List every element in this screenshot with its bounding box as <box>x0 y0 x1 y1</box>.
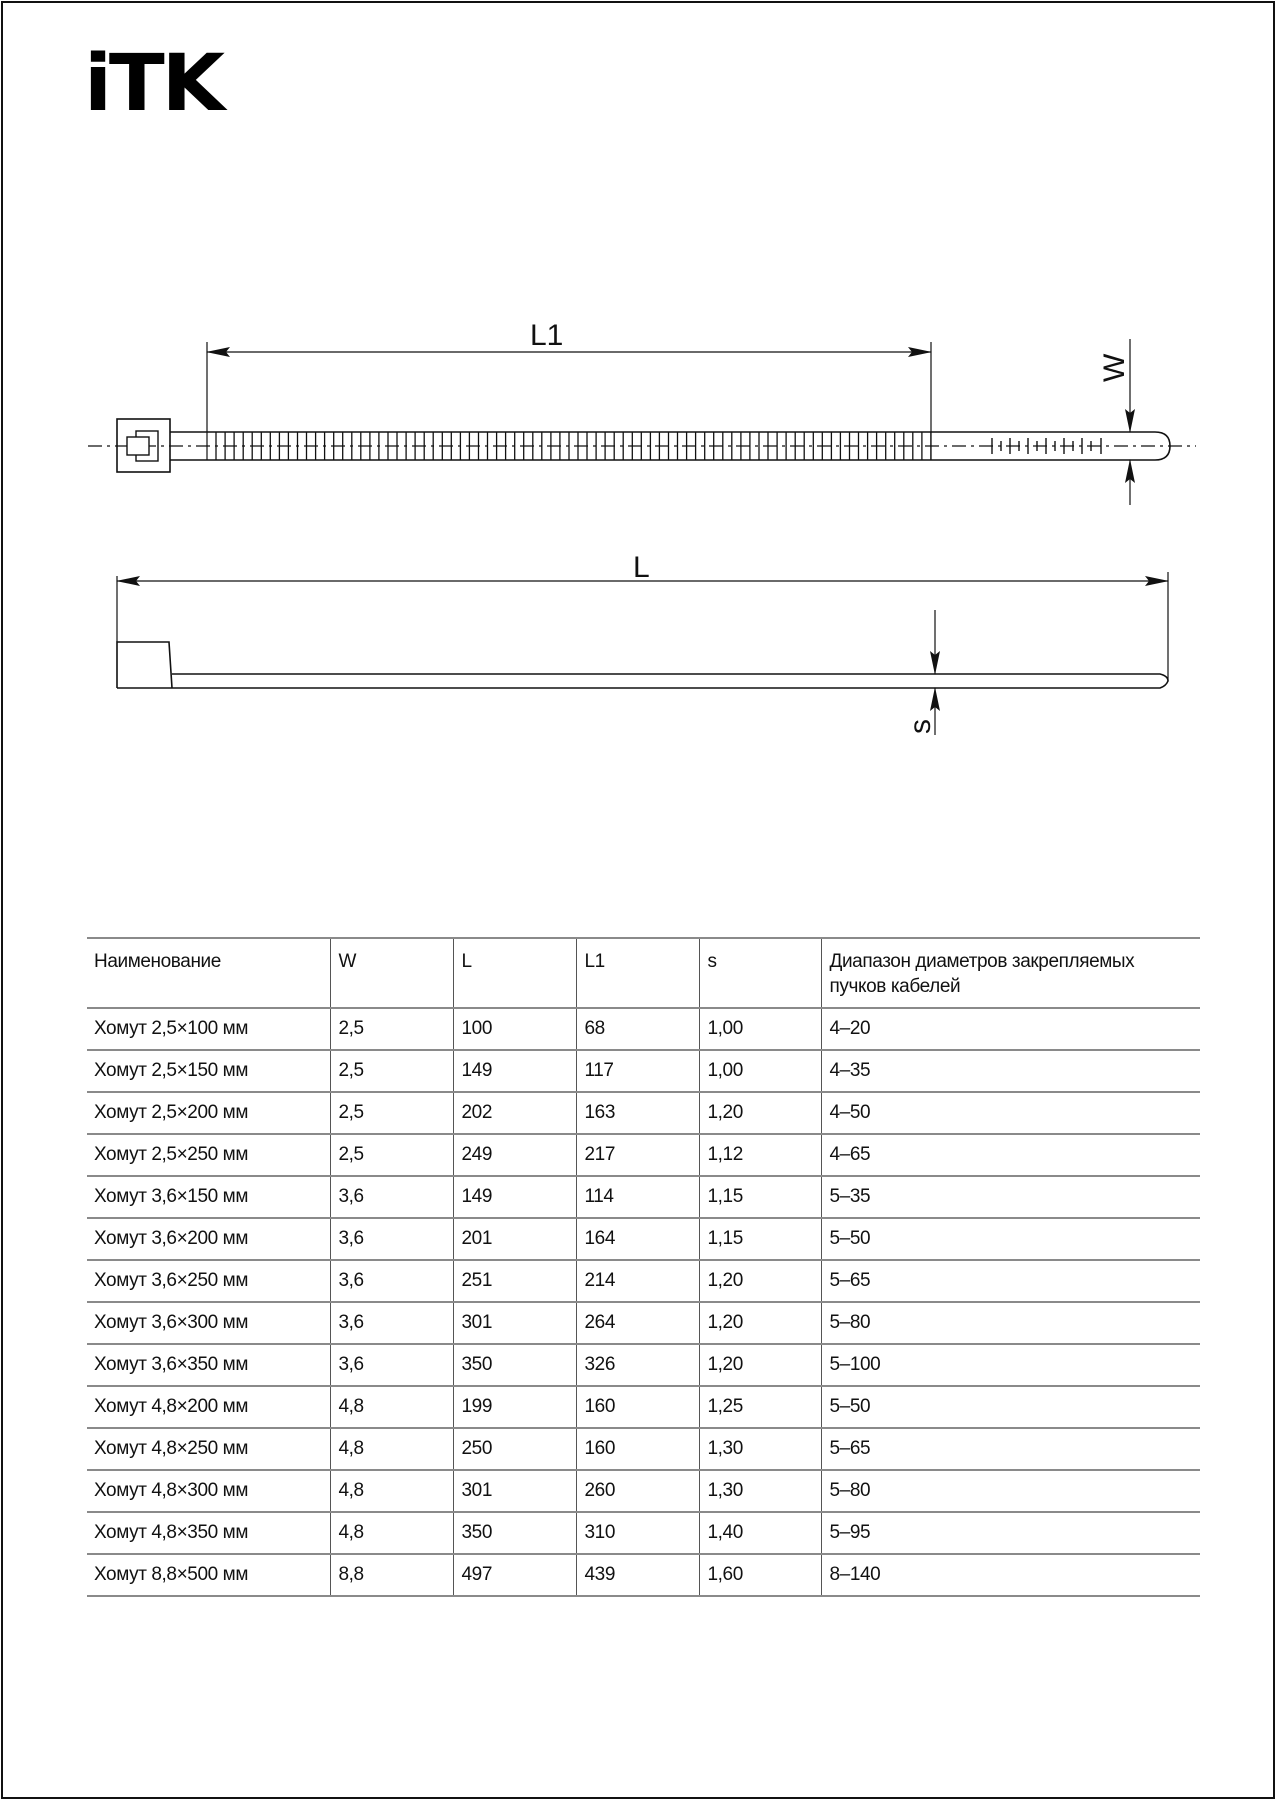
table-row <box>87 1260 1200 1302</box>
table-row <box>87 1092 1200 1134</box>
cell-s: 1,25 <box>699 1386 821 1428</box>
cell-l: 301 <box>453 1470 576 1512</box>
cell-l1: 260 <box>576 1470 699 1512</box>
table-row <box>87 1386 1200 1428</box>
cell-range: 4–50 <box>821 1092 1200 1134</box>
cell-s: 1,40 <box>699 1512 821 1554</box>
cell-name: Хомут 4,8×250 мм <box>87 1428 330 1470</box>
header-name: Наименование <box>87 938 330 1008</box>
cell-l: 301 <box>453 1302 576 1344</box>
cell-l: 149 <box>453 1176 576 1218</box>
cell-w: 8,8 <box>330 1554 453 1596</box>
cell-l: 251 <box>453 1260 576 1302</box>
spec-table <box>87 937 1200 1597</box>
cell-l1: 164 <box>576 1218 699 1260</box>
cell-w: 4,8 <box>330 1470 453 1512</box>
cell-l1: 214 <box>576 1260 699 1302</box>
cell-s: 1,15 <box>699 1176 821 1218</box>
table-row <box>87 1470 1200 1512</box>
cell-l: 201 <box>453 1218 576 1260</box>
l1-label: L1 <box>530 319 564 352</box>
cell-s: 1,20 <box>699 1092 821 1134</box>
table-row <box>87 1428 1200 1470</box>
table-row <box>87 1344 1200 1386</box>
cell-w: 2,5 <box>330 1134 453 1176</box>
cell-s: 1,00 <box>699 1050 821 1092</box>
cell-name: Хомут 3,6×250 мм <box>87 1260 330 1302</box>
cell-range: 4–20 <box>821 1008 1200 1050</box>
cell-l1: 114 <box>576 1176 699 1218</box>
cell-range: 4–35 <box>821 1050 1200 1092</box>
cable-tie-drawing <box>0 0 1280 800</box>
cell-w: 3,6 <box>330 1344 453 1386</box>
cell-l1: 68 <box>576 1008 699 1050</box>
cell-range: 5–100 <box>821 1344 1200 1386</box>
w-label: W <box>1098 353 1131 382</box>
cell-w: 3,6 <box>330 1302 453 1344</box>
cell-range: 5–65 <box>821 1428 1200 1470</box>
cell-l1: 326 <box>576 1344 699 1386</box>
s-label: s <box>904 719 937 734</box>
table-row <box>87 1302 1200 1344</box>
cell-s: 1,60 <box>699 1554 821 1596</box>
cell-name: Хомут 2,5×100 мм <box>87 1008 330 1050</box>
cell-w: 2,5 <box>330 1050 453 1092</box>
table-row <box>87 1554 1200 1596</box>
table-row <box>87 1050 1200 1092</box>
cell-s: 1,20 <box>699 1302 821 1344</box>
table-row <box>87 1218 1200 1260</box>
cell-s: 1,12 <box>699 1134 821 1176</box>
cell-l: 100 <box>453 1008 576 1050</box>
header-s: s <box>699 938 821 1008</box>
cell-range: 4–65 <box>821 1134 1200 1176</box>
cell-l1: 160 <box>576 1386 699 1428</box>
top-view <box>88 339 1196 505</box>
cell-name: Хомут 3,6×300 мм <box>87 1302 330 1344</box>
cell-l1: 160 <box>576 1428 699 1470</box>
cell-w: 4,8 <box>330 1512 453 1554</box>
cell-w: 3,6 <box>330 1218 453 1260</box>
header-l: L <box>453 938 576 1008</box>
cell-l1: 163 <box>576 1092 699 1134</box>
cell-name: Хомут 2,5×150 мм <box>87 1050 330 1092</box>
table-row <box>87 1134 1200 1176</box>
cell-range: 5–80 <box>821 1302 1200 1344</box>
table-row <box>87 1512 1200 1554</box>
head-lock-inner <box>127 437 149 455</box>
cell-l: 202 <box>453 1092 576 1134</box>
cell-s: 1,20 <box>699 1260 821 1302</box>
cell-l: 497 <box>453 1554 576 1596</box>
cell-l: 350 <box>453 1344 576 1386</box>
cell-name: Хомут 2,5×200 мм <box>87 1092 330 1134</box>
cell-range: 5–65 <box>821 1260 1200 1302</box>
cell-l: 199 <box>453 1386 576 1428</box>
header-range-text: Диапазон диаметров закрепляемых пучков кабелей <box>829 951 1135 997</box>
cell-name: Хомут 4,8×350 мм <box>87 1512 330 1554</box>
side-view <box>117 572 1168 735</box>
cell-l: 149 <box>453 1050 576 1092</box>
cell-s: 1,20 <box>699 1344 821 1386</box>
table-row <box>87 1008 1200 1050</box>
side-head <box>117 642 172 688</box>
l-label: L <box>633 551 650 584</box>
cell-w: 3,6 <box>330 1176 453 1218</box>
table-body <box>87 1008 1200 1596</box>
cell-w: 3,6 <box>330 1260 453 1302</box>
itk-logo: iTK <box>84 39 222 129</box>
cell-l: 350 <box>453 1512 576 1554</box>
cell-range: 5–80 <box>821 1470 1200 1512</box>
header-range <box>821 938 1200 1008</box>
side-strap <box>117 674 1168 688</box>
cell-l1: 117 <box>576 1050 699 1092</box>
cell-name: Хомут 2,5×250 мм <box>87 1134 330 1176</box>
cell-l: 250 <box>453 1428 576 1470</box>
cell-range: 8–140 <box>821 1554 1200 1596</box>
cell-name: Хомут 3,6×200 мм <box>87 1218 330 1260</box>
cell-range: 5–50 <box>821 1218 1200 1260</box>
header-w: W <box>330 938 453 1008</box>
cell-range: 5–35 <box>821 1176 1200 1218</box>
cell-s: 1,00 <box>699 1008 821 1050</box>
cell-l1: 439 <box>576 1554 699 1596</box>
cell-name: Хомут 3,6×150 мм <box>87 1176 330 1218</box>
cell-name: Хомут 8,8×500 мм <box>87 1554 330 1596</box>
cell-range: 5–50 <box>821 1386 1200 1428</box>
cell-w: 2,5 <box>330 1008 453 1050</box>
cell-s: 1,30 <box>699 1470 821 1512</box>
cell-name: Хомут 4,8×300 мм <box>87 1470 330 1512</box>
cell-l1: 310 <box>576 1512 699 1554</box>
cell-w: 4,8 <box>330 1428 453 1470</box>
cell-range: 5–95 <box>821 1512 1200 1554</box>
cell-l1: 264 <box>576 1302 699 1344</box>
table-row <box>87 1176 1200 1218</box>
cell-l: 249 <box>453 1134 576 1176</box>
cell-l1: 217 <box>576 1134 699 1176</box>
cell-s: 1,15 <box>699 1218 821 1260</box>
header-l1: L1 <box>576 938 699 1008</box>
cell-name: Хомут 3,6×350 мм <box>87 1344 330 1386</box>
cell-w: 2,5 <box>330 1092 453 1134</box>
cell-s: 1,30 <box>699 1428 821 1470</box>
cell-w: 4,8 <box>330 1386 453 1428</box>
table-header-row <box>87 938 1200 1008</box>
cell-name: Хомут 4,8×200 мм <box>87 1386 330 1428</box>
